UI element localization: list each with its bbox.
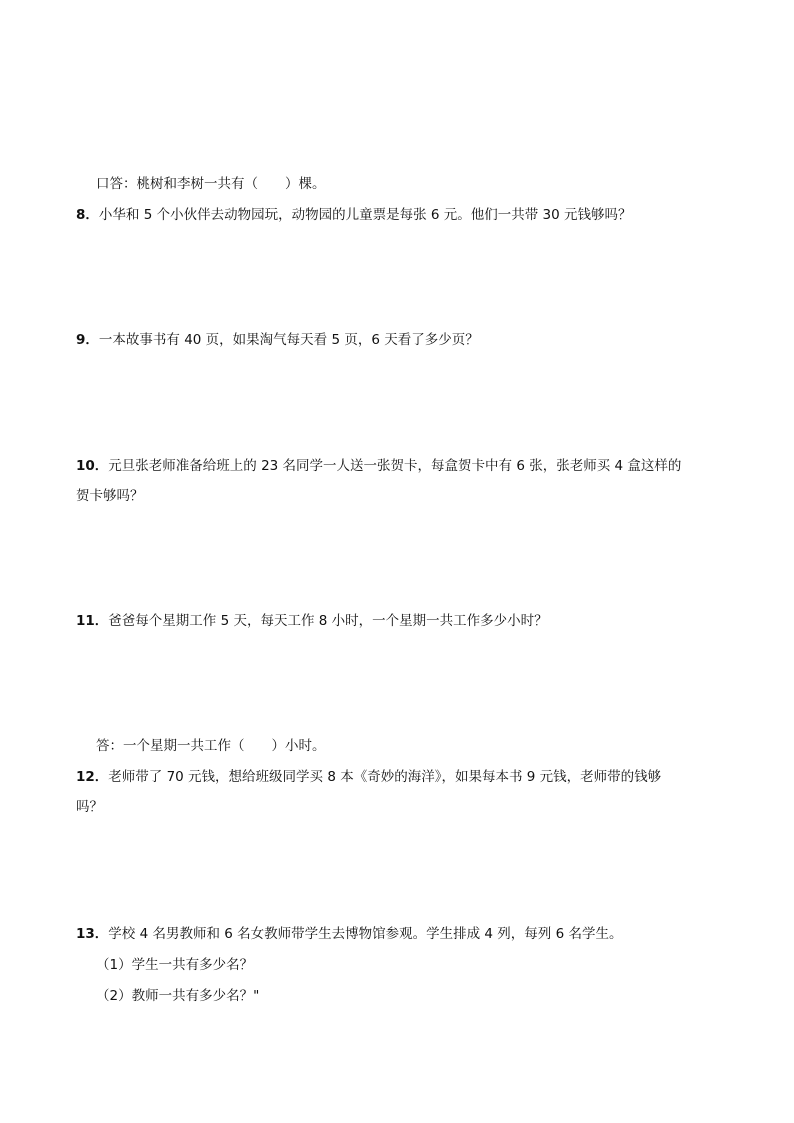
question-12-continued: 吗？ (76, 799, 103, 815)
question-11 (76, 611, 548, 631)
answer-line-7: 口答：桃树和李树一共有（ ）棵。 (96, 176, 326, 192)
question-text: 老师带了 70 元钱，想给班级同学买 8 本《奇妙的海洋》，如果每本书 9 元钱，老师带的钱够 (108, 769, 662, 785)
question-number: 13． (76, 926, 109, 942)
question-text: 元旦张老师准备给班上的 23 名同学一人送一张贺卡，每盒贺卡中有 6 张，张老师买 4 盒这样的 (108, 458, 682, 474)
question-9 (76, 330, 479, 350)
question-number: 9． (76, 332, 99, 348)
question-number: 8． (76, 207, 99, 223)
question-text: 爸爸每个星期工作 5 天，每天工作 8 小时，一个星期一共工作多少小时？ (108, 613, 548, 629)
question-number: 12． (76, 769, 109, 785)
question-13 (76, 924, 622, 944)
question-13-part-2: （2）教师一共有多少名？" (96, 988, 260, 1004)
question-number: 11． (76, 613, 109, 629)
question-12 (76, 767, 661, 787)
question-10 (76, 456, 681, 476)
question-13-part-1: （1）学生一共有多少名？ (96, 957, 254, 973)
question-number: 10． (76, 458, 109, 474)
answer-line-11: 答：一个星期一共工作（ ）小时。 (96, 738, 326, 754)
question-text: 一本故事书有 40 页，如果淘气每天看 5 页，6 天看了多少页？ (98, 332, 479, 348)
question-text: 学校 4 名男教师和 6 名女教师带学生去博物馆参观。学生排成 4 列，每列 6 名学生。 (108, 926, 623, 942)
question-text: 小华和 5 个小伙伴去动物园玩，动物园的儿童票是每张 6 元。他们一共带 30 元钱够吗？ (98, 207, 632, 223)
question-10-continued: 贺卡够吗？ (76, 488, 144, 504)
question-8 (76, 205, 632, 225)
